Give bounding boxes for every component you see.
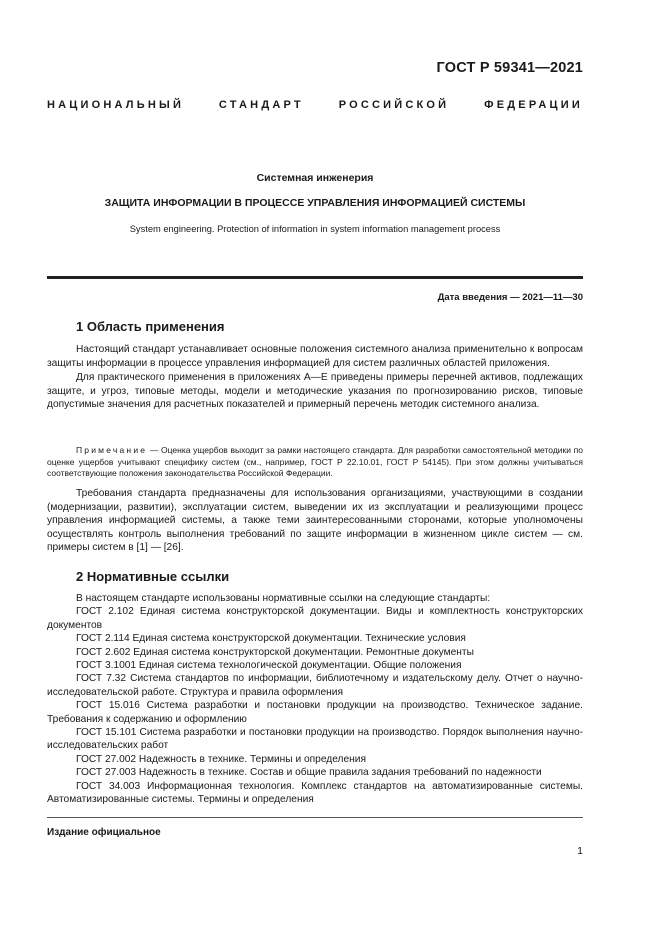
reference-item: ГОСТ 7.32 Система стандартов по информации, библиотечному и издательскому делу. Отчет о научно-исследовательской работе. Структура и правила оформления: [47, 673, 583, 698]
series-title: Системная инженерия: [256, 172, 374, 184]
normative-references: [47, 592, 583, 807]
reference-item: ГОСТ 2.114 Единая система конструкторской документации. Технические условия: [76, 633, 466, 645]
english-title: System engineering. Protection of information in system information management process: [129, 224, 501, 234]
main-title: ЗАЩИТА ИНФОРМАЦИИ В ПРОЦЕССЕ УПРАВЛЕНИЯ ИНФОРМАЦИЕЙ СИСТЕМЫ: [104, 197, 526, 209]
introduction-date: Дата введения — 2021—11—30: [437, 292, 583, 303]
section-1-heading: 1 Область применения: [76, 319, 225, 334]
references-intro: В настоящем стандарте использованы нормативные ссылки на следующие стандарты:: [76, 593, 491, 604]
section-2-heading: 2 Нормативные ссылки: [76, 569, 230, 584]
note-text: — Оценка ущербов выходит за рамки настоящего стандарта. Для разработки самостоятельной методики по оценке ущербов учитывают специфику систем (см., например, ГОСТ Р 22.10.01, ГОСТ Р 54145). При этом должны учитываться соответствующие положения законодательства Российской Федерации.: [47, 445, 583, 479]
page-number: 1: [577, 845, 583, 857]
gost-number: ГОСТ Р 59341—2021: [436, 60, 583, 76]
reference-item: ГОСТ 15.101 Система разработки и постановки продукции на производство. Порядок выполнения научно-исследовательских работ: [47, 727, 583, 752]
official-edition: Издание официальное: [47, 827, 161, 838]
paragraph: Настоящий стандарт устанавливает основные положения системного анализа применительно к вопросам защиты информации в процессе управления информацией для систем различных областей приложения.: [47, 344, 583, 369]
reference-item: ГОСТ 3.1001 Единая система технологической документации. Общие положения: [76, 660, 462, 672]
section-1-body: [47, 343, 583, 412]
reference-item: ГОСТ 27.003 Надежность в технике. Состав и общие правила задания требований по надежности: [76, 767, 542, 779]
reference-item: ГОСТ 27.002 Надежность в технике. Термины и определения: [76, 753, 366, 765]
reference-item: ГОСТ 2.102 Единая система конструкторской документации. Виды и комплектность конструкторских документов: [47, 606, 583, 631]
standard-name: НАЦИОНАЛЬНЫЙ СТАНДАРТ РОССИЙСКОЙ ФЕДЕРАЦИИ: [47, 99, 583, 111]
section-1-requirements: [47, 487, 583, 555]
header-divider: [47, 276, 583, 279]
reference-item: ГОСТ 2.602 Единая система конструкторской документации. Ремонтные документы: [76, 646, 474, 658]
note: [47, 445, 583, 480]
note-label: Примечание: [76, 445, 148, 455]
paragraph: Требования стандарта предназначены для использования организациями, участвующими в создании (модернизации, развитии), эксплуатации систем, выведении их из эксплуатации и реализующими процесс управления информацией системы, а также теми заинтересованными сторонами, которые уполномочены осуществлять контроль выполнения требований по защите информации в жизненном цикле систем — см. примеры систем в [1] — [26].: [47, 488, 583, 554]
paragraph: Для практического применения в приложениях А—Е приведены примеры перечней активов, подлежащих защите, и угроз, типовые методы, модели и методические указания по прогнозированию рисков, типовые допустимые значения для расчетных показателей и примерный перечень методик системного анализа.: [47, 372, 583, 411]
footer-divider: [47, 817, 583, 818]
reference-item: ГОСТ 34.003 Информационная технология. Комплекс стандартов на автоматизированные системы. Автоматизированные системы. Термины и определения: [47, 780, 583, 806]
reference-item: ГОСТ 15.016 Система разработки и постановки продукции на производство. Техническое задание. Требования к содержанию и оформлению: [47, 700, 583, 725]
